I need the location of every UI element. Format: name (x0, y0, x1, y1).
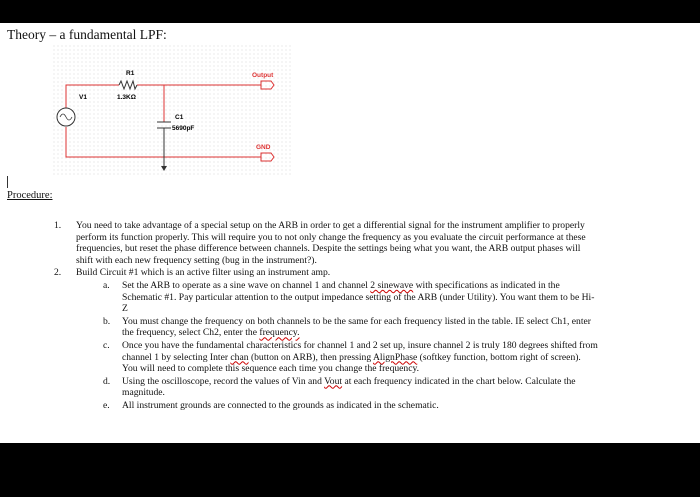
text-cursor (7, 176, 8, 188)
sub-letter: d. (103, 375, 111, 387)
sub-item-e (48, 400, 688, 412)
misspelled-word: Vout (324, 375, 343, 387)
sub-line: Z (122, 303, 128, 315)
sub-line: All instrument grounds are connected to the grounds as indicated in the schematic. (122, 399, 439, 411)
sub-letter: a. (103, 279, 110, 291)
text-span: (softkey function, bottom right of screen). (417, 351, 581, 363)
sub-item-d (48, 376, 688, 399)
text-span: Set the ARB to operate as a sine wave on channel 1 and channel (122, 279, 371, 291)
misspelled-word: chan (230, 351, 249, 363)
list-item (48, 267, 688, 279)
sub-item-c (48, 340, 688, 375)
r1-label: R1 (126, 70, 135, 77)
sub-line (122, 376, 688, 388)
sub-line (122, 327, 688, 339)
c1-value: 5690pF (172, 125, 195, 132)
sub-letter: b. (103, 315, 111, 327)
sub-line: You must change the frequency on both channels to be the same for each frequency listed in the table. IE select Ch1, enter (122, 315, 591, 327)
grid-background (53, 45, 293, 175)
sub-line (122, 352, 688, 364)
procedure-list (48, 220, 688, 412)
sub-line (122, 280, 688, 292)
text-span: (button on ARB), then pressing (248, 351, 373, 363)
procedure-heading: Procedure: (7, 190, 53, 201)
sub-item-b (48, 316, 688, 339)
v1-label: V1 (79, 94, 87, 101)
text-span: channel 1 by selecting Inter (122, 351, 231, 363)
sub-item-a (48, 280, 688, 315)
item-line: shift with each new frequency setting (bug in the instrument?). (76, 254, 317, 266)
text-span: with specifications as indicated in the (413, 279, 560, 291)
lpf-schematic (53, 45, 293, 175)
item-line: Build Circuit #1 which is an active filter using an instrument amp. (76, 267, 331, 279)
gnd-label: GND (256, 144, 271, 151)
page-title: Theory – a fundamental LPF: (7, 27, 167, 42)
output-label: Output (252, 72, 274, 79)
item-number: 1. (54, 220, 62, 231)
item-line: frequencies, but reset the phase difference between channels. Despite the settings being what you want, the ARB output phases will (76, 243, 581, 255)
misspelled-word: frequency. (259, 327, 300, 339)
item-line: You need to take advantage of a special setup on the ARB in order to get a differential signal for the instrument amplifier to properly (76, 220, 585, 231)
sub-line: magnitude. (122, 387, 165, 399)
sub-letter: c. (103, 339, 110, 351)
misspelled-word: AlignPhase (373, 351, 418, 363)
misspelled-word: 2 sinewave (370, 279, 414, 291)
text-span: Using the oscilloscope, record the values of Vin and (122, 375, 325, 387)
sub-line: You will need to complete this sequence each time you change the frequency. (122, 363, 420, 375)
item-line: perform its function properly. This will require you to not only change the frequency as you evaluate the circuit performance at these (76, 231, 586, 243)
sub-line: Schematic #1. Pay particular attention to the output impedance setting of the ARB (under Utility). You want them to be Hi- (122, 291, 595, 303)
text-span: the frequency, select Ch2, enter the (122, 327, 260, 339)
sub-line: Once you have the fundamental characteristics for channel 1 and 2 set up, insure channel 2 is truly 180 degrees shifted from (122, 339, 598, 351)
text-span: at each frequency indicated in the chart below. Calculate the (342, 375, 576, 387)
sub-letter: e. (103, 399, 110, 411)
r1-value: 1.3KΩ (117, 94, 136, 101)
list-item (48, 220, 688, 266)
document-page (0, 23, 700, 443)
item-number: 2. (54, 267, 62, 279)
c1-label: C1 (175, 114, 184, 121)
